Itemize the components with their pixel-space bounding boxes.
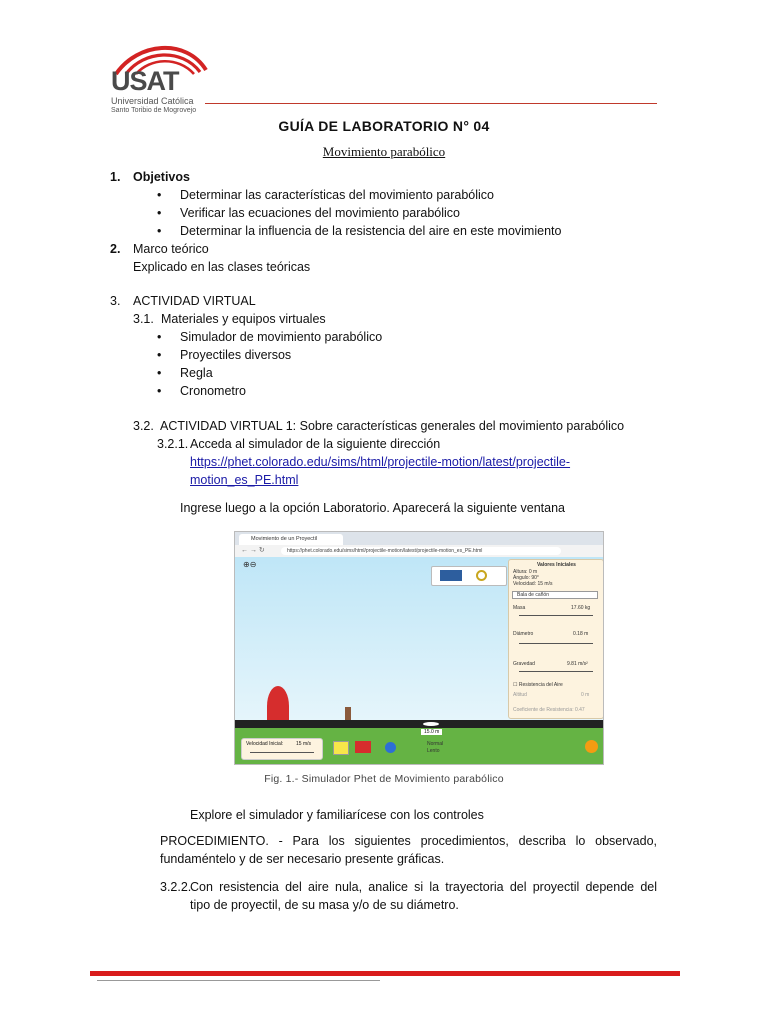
gravedad-label: Gravedad [513,661,535,667]
bullet-icon: • [157,206,162,220]
speed-normal[interactable]: Normal [427,741,444,747]
altitud-label: Altitud [513,692,527,698]
objective-item: Determinar las características del movimiento parabólico [180,188,495,202]
section-3-number: 3. [110,294,121,308]
diametro-slider[interactable] [519,643,593,644]
reset-button[interactable] [585,740,598,753]
logo-university-sub: Santo Toribio de Mogrovejo [111,107,197,114]
panel-velocidad: Velocidad: 15 m/s [513,581,553,587]
speed-lento[interactable]: Lento [427,748,440,754]
section-3-2-number: 3.2. [133,419,154,433]
simulator-link-line1[interactable]: https://phet.colorado.edu/sims/html/projectile-motion/latest/projectile- [190,455,571,469]
explore-text: Explore el simulador y familiarícese con los controles [190,808,484,822]
section-2-heading: Marco teórico [133,242,209,256]
vel-label: Velocidad Inicial: [246,741,284,747]
footer-grey-rule [97,980,380,981]
page-title: GUÍA DE LABORATORIO N° 04 [278,118,490,134]
bullet-icon: • [157,348,162,362]
material-item: Proyectiles diversos [180,348,292,362]
panel-angulo: Ángulo: 90° [513,575,539,581]
masa-value: 17.60 kg [571,605,591,611]
masa-label: Masa [513,605,526,611]
objective-item: Verificar las ecuaciones del movimiento parabólico [180,206,461,220]
panel-altura: Altura: 0 m [513,569,538,575]
distance-label: 15.0 m [421,729,442,735]
section-3-2-2-line1: Con resistencia del aire nula, analice si la trayectoria del proyectil depende del [190,880,657,894]
coef-label: Coeficiente de Resistencia: 0.47 [513,707,585,713]
figure-caption: Fig. 1.- Simulador Phet de Movimiento parabólico [264,773,504,785]
masa-slider[interactable] [519,615,593,616]
section-3-2-1-text: Acceda al simulador de la siguiente dirección [190,437,441,451]
diametro-label: Diámetro [513,631,534,637]
target-icon [423,722,439,726]
section-3-1-number: 3.1. [133,312,154,326]
gravedad-slider[interactable] [519,671,593,672]
procedure-line1: PROCEDIMIENTO. - Para los siguientes procedimientos, describa lo observado, [160,834,657,848]
person-icon [345,707,351,720]
fire-button[interactable] [355,741,371,753]
simulator-screenshot [234,531,604,765]
diametro-value: 0.18 m [573,631,589,637]
pause-button[interactable] [385,742,396,753]
section-3-2-heading: ACTIVIDAD VIRTUAL 1: Sobre características generales del movimiento parabólico [160,419,625,433]
objective-item: Determinar la influencia de la resistencia del aire en este movimiento [180,224,562,238]
velocidad-control [241,738,323,760]
section-2-text: Explicado en las clases teóricas [133,260,311,274]
section-1-heading: Objetivos [133,170,190,184]
section-3-heading: ACTIVIDAD VIRTUAL [133,294,256,308]
logo-university-name: Universidad Católica [111,96,194,106]
section-3-1-heading: Materiales y equipos virtuales [161,312,326,326]
page-subtitle: Movimiento parabólico [322,144,446,159]
material-item: Regla [180,366,213,380]
panel-title: Valores Iniciales [537,562,576,568]
resistencia-checkbox[interactable]: ☐ Resistencia del Aire [513,682,563,688]
zoom-icons: ⊕⊖ [243,560,257,569]
bullet-icon: • [157,366,162,380]
material-item: Simulador de movimiento parabólico [180,330,383,344]
sim-road [235,720,603,728]
erase-button[interactable] [333,741,349,755]
tape-measure-icon [476,570,487,581]
section-1-number: 1. [110,170,121,184]
footer-red-rule [90,971,680,976]
stopwatch-icon [440,570,462,581]
vel-slider[interactable] [250,752,314,753]
resistencia-label: Resistencia del Aire [518,682,563,688]
section-3-2-2-number: 3.2.2. [160,880,192,894]
procedure-line2: fundaméntelo y de ser necesario presente gráficas. [160,852,445,866]
section-3-2-1-number: 3.2.1. [157,437,189,451]
projectile-select[interactable]: Bala de cañón [512,591,598,599]
instruction-text: Ingrese luego a la opción Laboratorio. Aparecerá la siguiente ventana [180,501,565,515]
section-2-number: 2. [110,242,121,256]
bullet-icon: • [157,188,162,202]
gravedad-value: 9.81 m/s² [567,661,588,667]
vel-value: 15 m/s [296,741,312,747]
sim-controls-panel [508,559,604,719]
measure-tools-box [431,566,507,586]
section-3-2-2-line2: tipo de proyectil, de su masa y/o de su diámetro. [190,898,459,912]
browser-tabbar [235,532,603,545]
nav-arrows-icon: ← → ↻ [241,547,265,554]
browser-url: https://phet.colorado.edu/sims/html/projectile-motion/latest/projectile-motion_es_PE.html [281,547,561,555]
material-item: Cronometro [180,384,246,398]
bullet-icon: • [157,330,162,344]
header-rule [205,103,657,104]
usat-logo-text: USAT [111,66,179,96]
altitud-value: 0 m [581,692,590,698]
bullet-icon: • [157,384,162,398]
simulator-link-line2[interactable]: motion_es_PE.html [190,473,299,487]
bullet-icon: • [157,224,162,238]
browser-tab: Movimiento de un Proyectil [239,534,343,545]
